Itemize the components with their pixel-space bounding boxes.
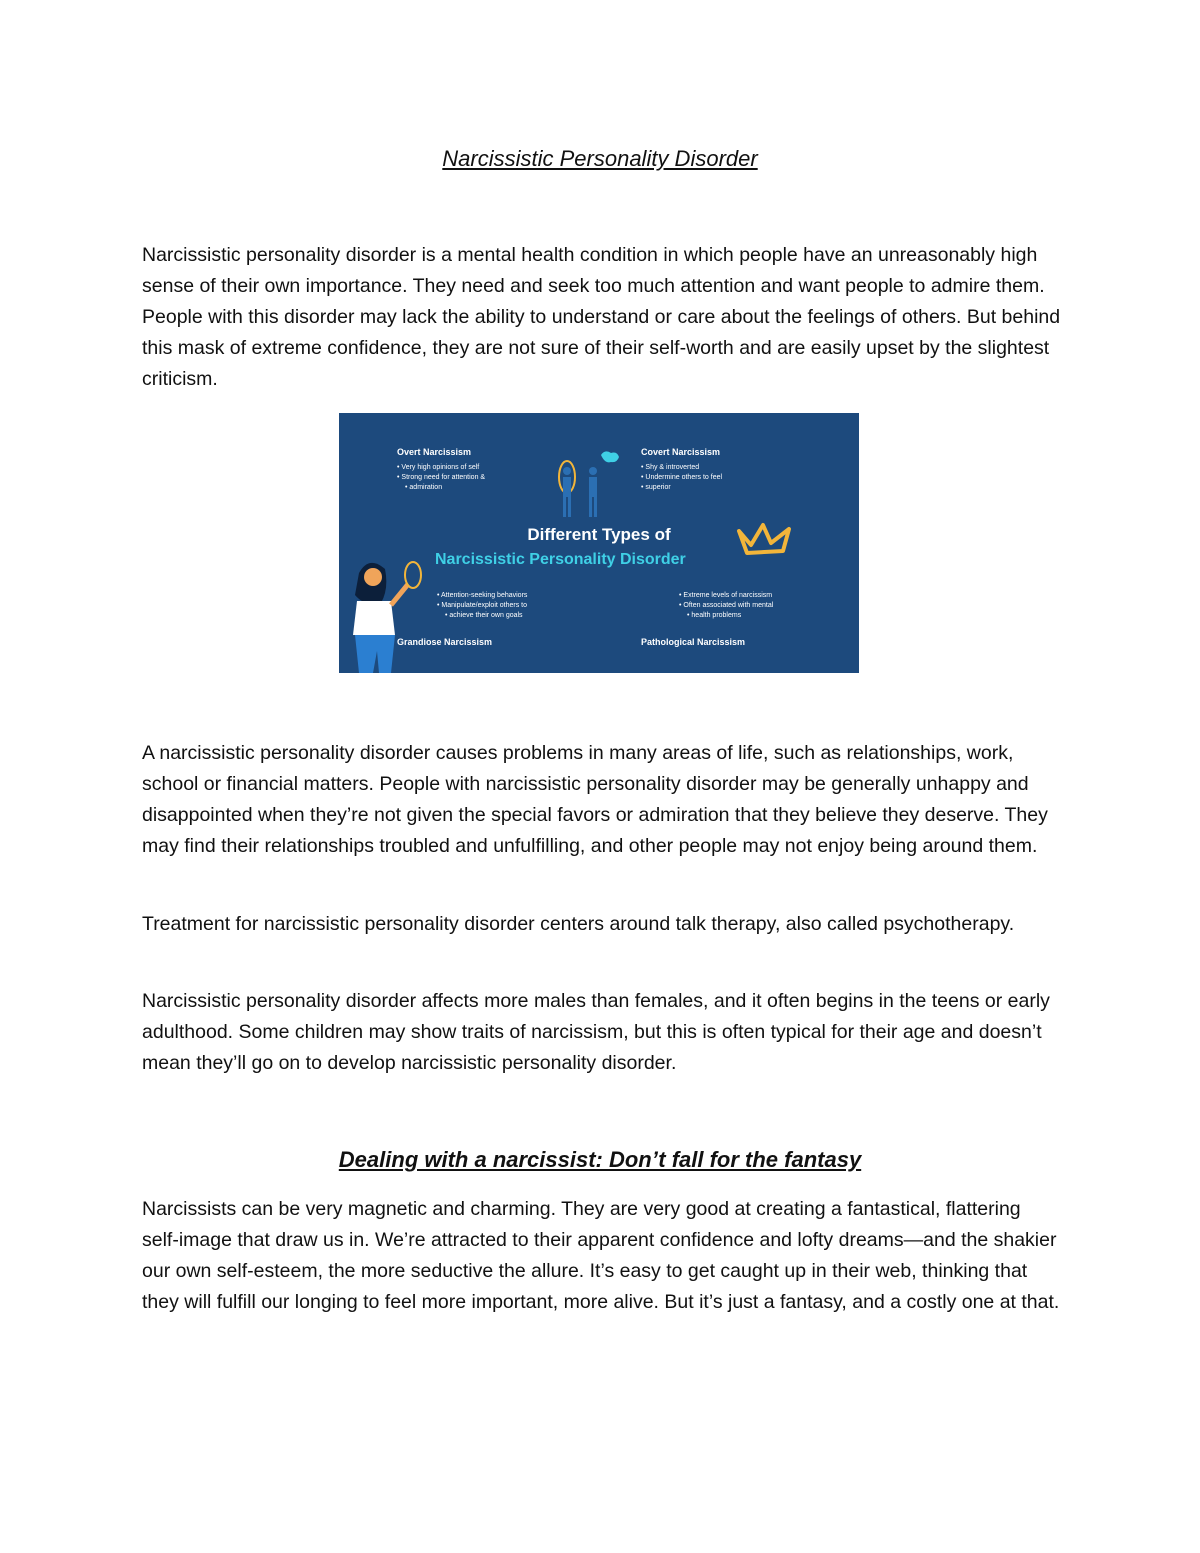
treatment-paragraph: Treatment for narcissistic personality disorder centers around talk therapy, also called psychotherapy. <box>142 913 1015 935</box>
section-heading: Dealing with a narcissist: Don’t fall for the fantasy <box>338 1147 862 1172</box>
overt-heading: Overt Narcissism <box>397 447 472 457</box>
demographics-paragraph: Narcissistic personality disorder affects more males than females, and it often begins in the teens or early adulthood. Some children may show traits of narcissism, but this is often typical for their age and doesn’t mean they’ll go on to develop narcissistic personality disorder. <box>142 990 1050 1074</box>
infographic-title: Different Types of <box>527 525 671 544</box>
mirror-figures-illustration <box>553 449 623 521</box>
infographic-image <box>339 413 859 673</box>
grandiose-heading: Grandiose Narcissism <box>397 637 493 647</box>
covert-section <box>641 447 722 493</box>
overt-item: • Strong need for attention & <box>397 473 485 483</box>
pathological-item: • Extreme levels of narcissism <box>679 591 773 601</box>
fantasy-paragraph: Narcissists can be very magnetic and charming. They are very good at creating a fantastical, flattering self-image that draw us in. We’re attracted to their apparent confidence and lofty dreams—and the shakier our own self-esteem, the more seductive the allure. It’s easy to get caught up in their web, thinking that they will fulfill our longing to feel more important, more alive. But it’s just a fantasy, and a costly one at that. <box>142 1198 1060 1313</box>
overt-item: • admiration <box>397 483 485 493</box>
grandiose-list <box>437 591 527 621</box>
pathological-list <box>679 591 773 621</box>
crown-icon <box>735 517 797 557</box>
covert-item: • Undermine others to feel <box>641 473 722 483</box>
infographic-subtitle: Narcissistic Personality Disorder <box>435 551 686 568</box>
overt-item: • Very high opinions of self <box>397 463 485 473</box>
grandiose-item: • Attention-seeking behaviors <box>437 591 527 601</box>
covert-item: • Shy & introverted <box>641 463 722 473</box>
pathological-item: • health problems <box>679 611 773 621</box>
page-title: Narcissistic Personality Disorder <box>442 146 758 171</box>
grandiose-item: • achieve their own goals <box>437 611 527 621</box>
problems-paragraph: A narcissistic personality disorder causes problems in many areas of life, such as relationships, work, school or financial matters. People with narcissistic personality disorder may be generally unhappy and disappointed when they’re not given the special favors or admiration that they believe they deserve. They may find their relationships troubled and unfulfilling, and other people may not enjoy being around them. <box>142 742 1048 857</box>
pathological-heading: Pathological Narcissism <box>641 637 746 647</box>
grandiose-item: • Manipulate/exploit others to <box>437 601 527 611</box>
covert-item: • superior <box>641 483 722 493</box>
intro-paragraph: Narcissistic personality disorder is a mental health condition in which people have an unreasonably high sense of their own importance. They need and seek too much attention and want people to admire them. People with this disorder may lack the ability to understand or care about the feelings of others. But behind this mask of extreme confidence, they are not sure of their self-worth and are easily upset by the slightest criticism. <box>142 244 1061 390</box>
pathological-item: • Often associated with mental <box>679 601 773 611</box>
overt-section <box>397 447 485 493</box>
covert-heading: Covert Narcissism <box>641 447 721 457</box>
woman-with-mirror-illustration <box>339 553 429 673</box>
